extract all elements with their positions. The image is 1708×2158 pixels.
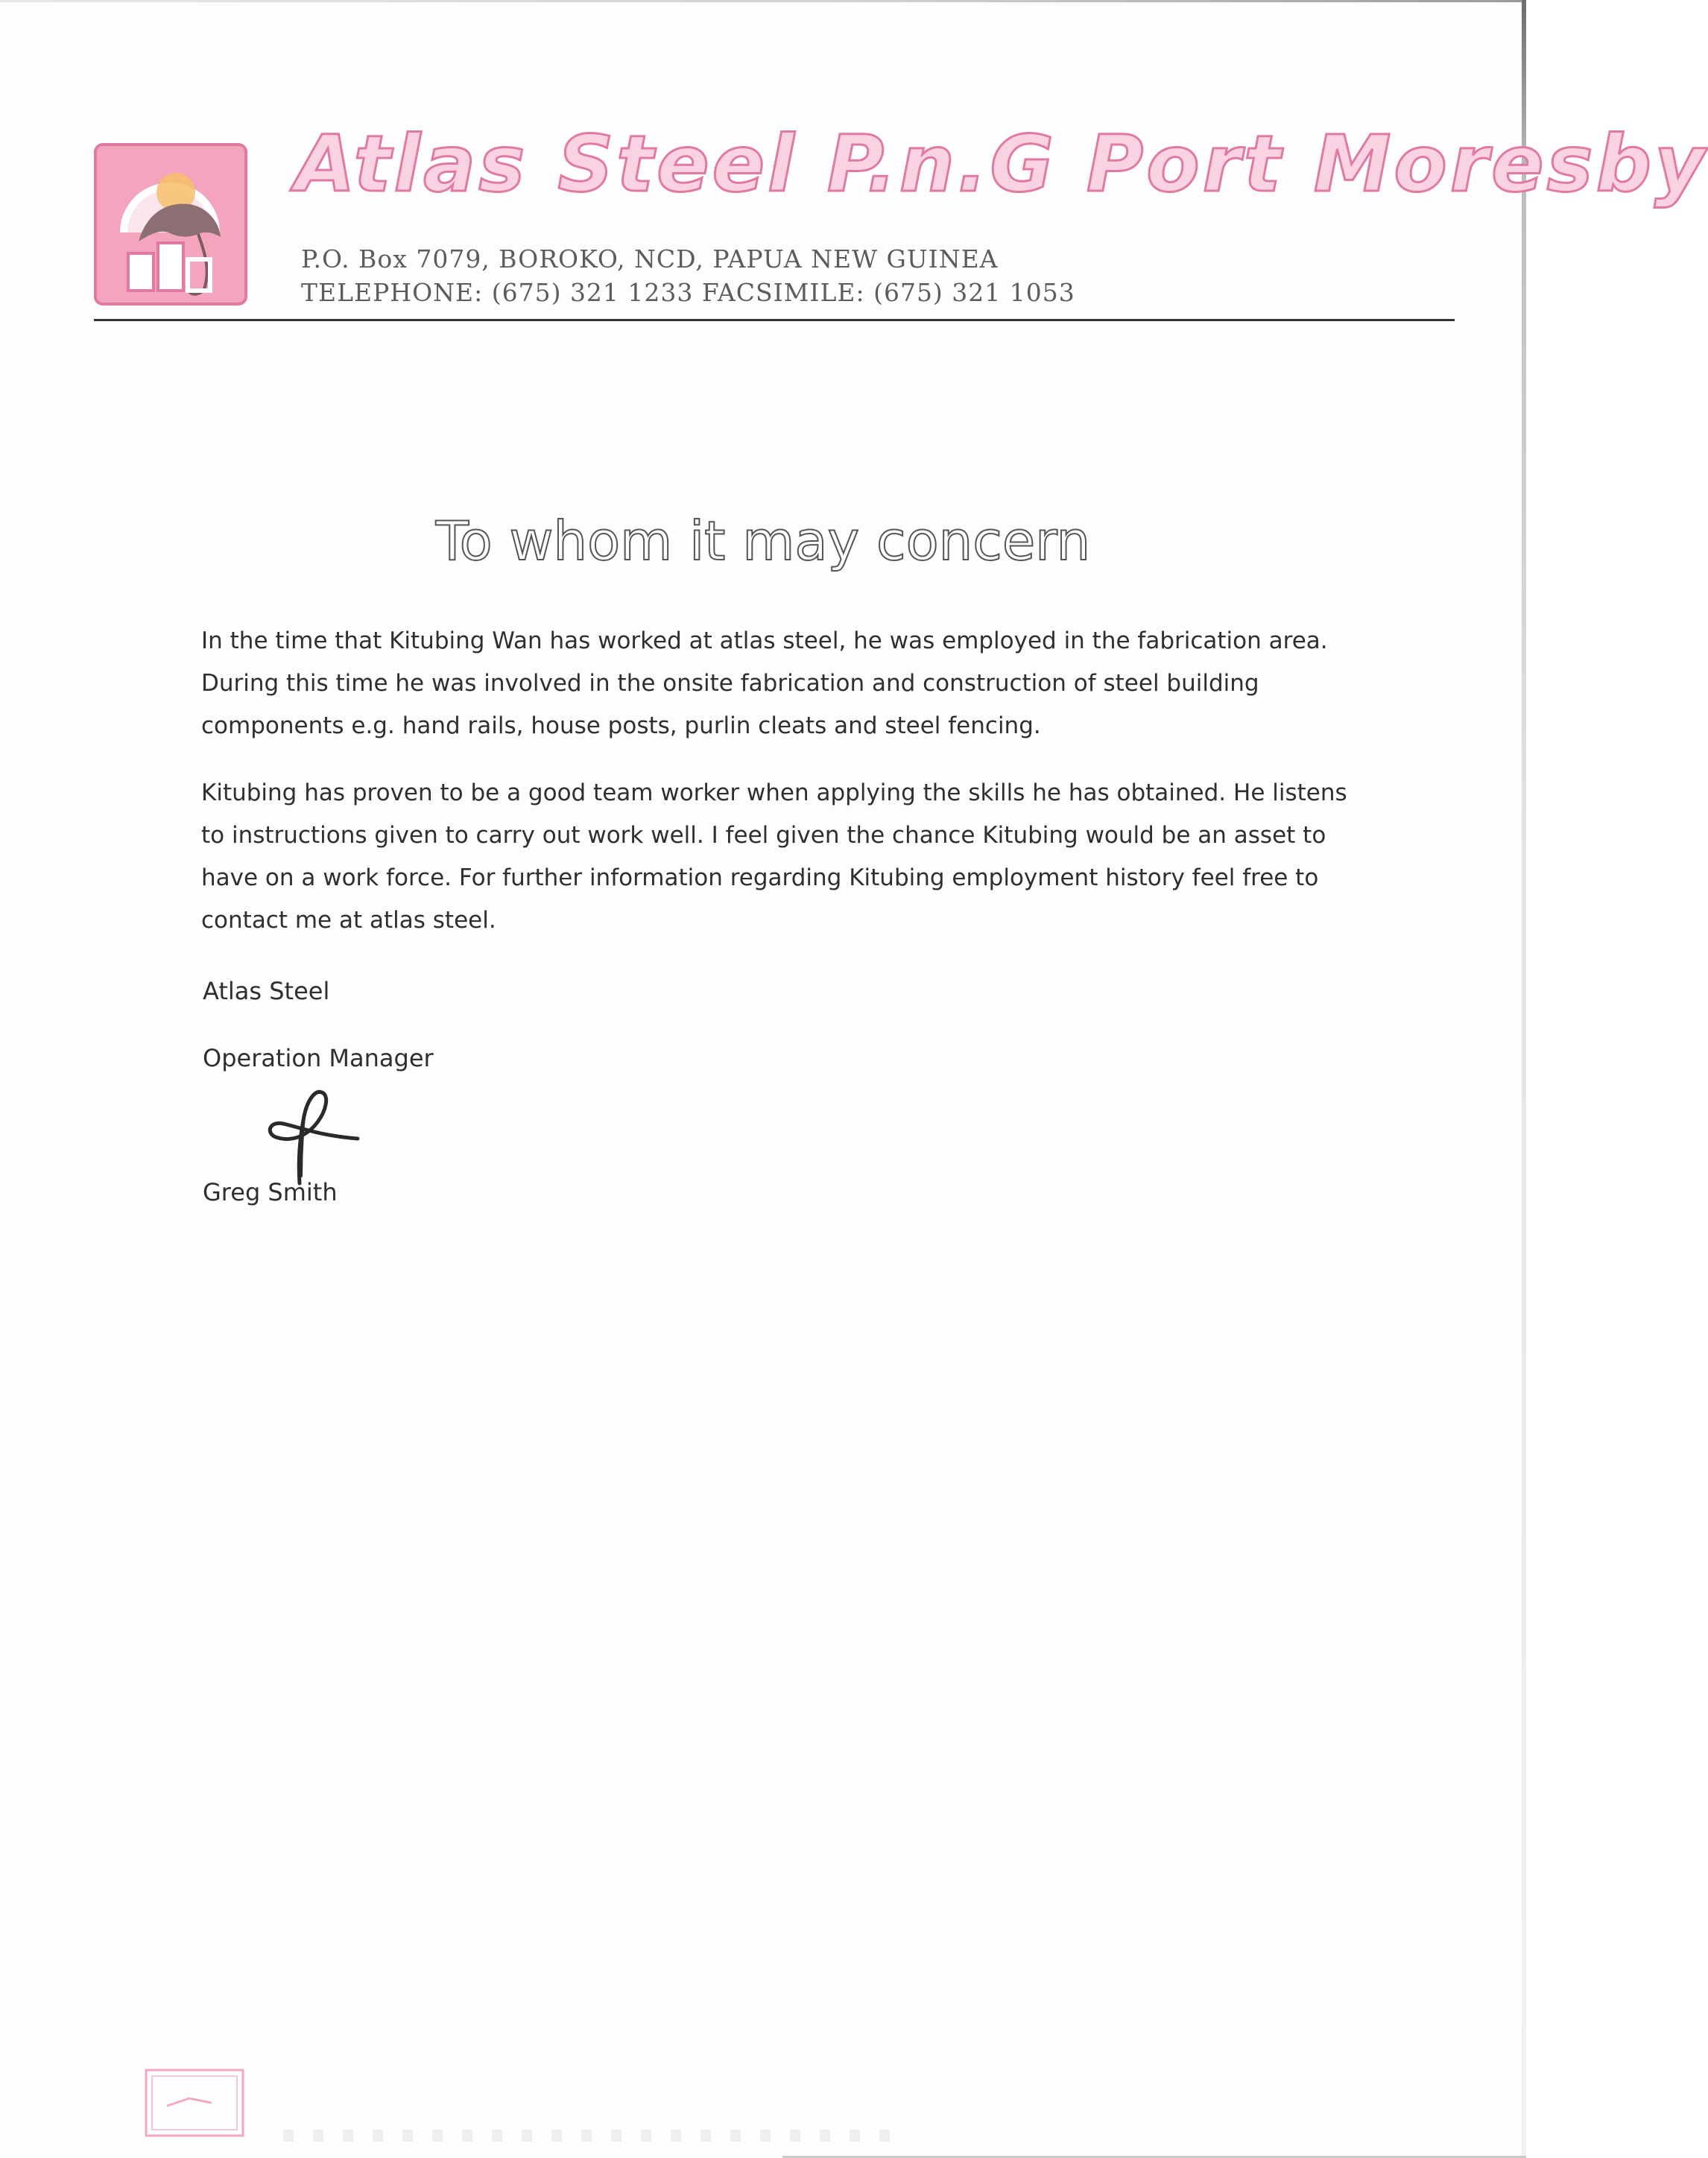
bird-of-paradise-logo-icon — [94, 143, 247, 306]
letterhead-divider — [94, 319, 1455, 321]
company-address: P.O. Box 7079, BOROKO, NCD, PAPUA NEW GUINEA — [301, 244, 999, 273]
letter-paragraph-1: In the time that Kitubing Wan has worked at atlas steel, he was employed in the fabrication area. During this time he was involved in the onsite fabrication and construction of steel building components e.g. hand rails, house posts, purlin cleats and steel fencing. — [201, 627, 1328, 739]
letter-paragraph-2: Kitubing has proven to be a good team worker when applying the skills he has obtained. He listens to instructions given to carry out work well. I feel given the chance Kitubing would be an asset to have on a work force. For further information regarding Kitubing employment history feel free to contact me at atlas steel. — [201, 779, 1347, 934]
signer-name: Greg Smith — [203, 1178, 338, 1206]
scan-edge-right — [1522, 0, 1526, 2158]
closing-company: Atlas Steel — [203, 977, 330, 1005]
letter-title: To whom it may concern — [435, 510, 1091, 572]
company-contact: TELEPHONE: (675) 321 1233 FACSIMILE: (675) 321 1053 — [301, 278, 1075, 307]
scan-edge-top — [0, 0, 1526, 2]
company-name: Atlas Steel P.n.G Port Moresby — [295, 118, 1708, 209]
closing-role: Operation Manager — [203, 1044, 434, 1072]
faint-footer-text — [283, 2130, 894, 2142]
faint-stamp-icon — [145, 2069, 244, 2137]
